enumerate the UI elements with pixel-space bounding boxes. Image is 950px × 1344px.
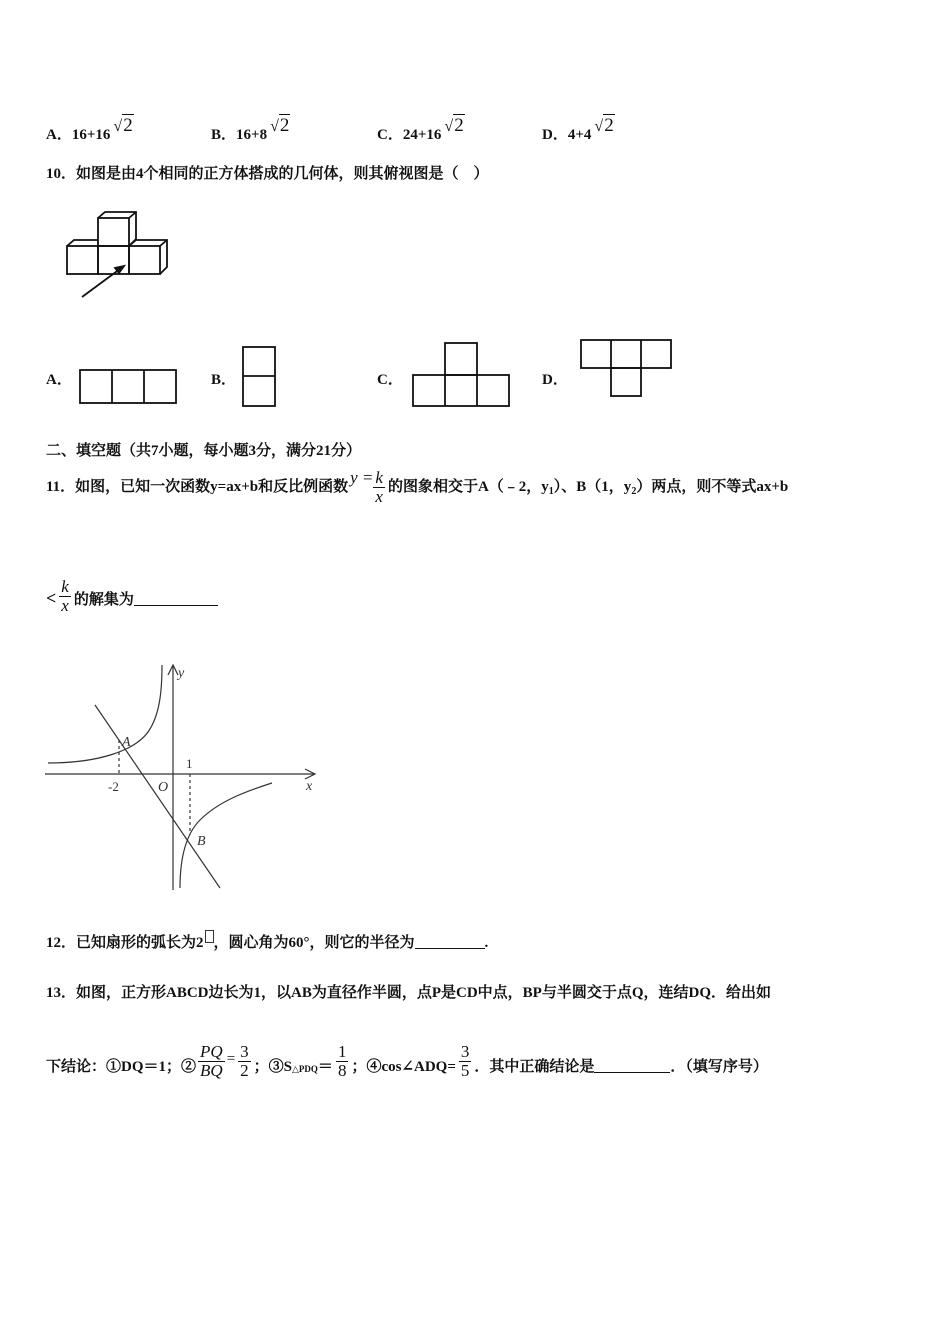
q10-option-b-label: B． bbox=[211, 372, 237, 388]
q13-line-1: 13．如图，正方形ABCD边长为1，以AB为直径作半圆，点P是CD中点，BP与半圆交于点Q，连结DQ．给出如 bbox=[46, 985, 772, 1001]
q9-option-d: D．4+4 √2 bbox=[542, 115, 614, 143]
sqrt-symbol: √2 bbox=[270, 115, 290, 136]
graph-tick-1: 1 bbox=[186, 756, 193, 771]
q10-option-a-figure bbox=[79, 369, 179, 405]
q10-option-c-figure bbox=[412, 342, 512, 408]
q10-cube-figure bbox=[60, 205, 200, 315]
q9-option-a: A．16+16 √2 bbox=[46, 115, 133, 143]
graph-tick-neg2: -2 bbox=[108, 779, 119, 794]
q10-question: 10．如图是由4个相同的正方体搭成的几何体，则其俯视图是（ ） bbox=[46, 166, 489, 182]
q12-answer-blank[interactable] bbox=[415, 936, 485, 949]
q13-fraction-1-8: $\frac{1}{8}$ bbox=[337, 1042, 347, 1080]
section-2-title: 二、填空题（共7小题，每小题3分，满分21分） bbox=[46, 443, 362, 459]
q13-fraction-3-2: $\frac{3}{2}$ bbox=[240, 1042, 249, 1080]
q9-option-c: C．24+16 √2 bbox=[377, 115, 464, 143]
graph-point-a-label: A bbox=[122, 735, 131, 750]
q10-option-c-label: C． bbox=[377, 372, 403, 388]
q10-option-a-label: A． bbox=[46, 372, 72, 388]
graph-y-label: y bbox=[178, 666, 185, 681]
q10-option-d-figure bbox=[580, 339, 675, 399]
graph-origin-label: O bbox=[158, 780, 169, 795]
q11-line-1: 11．如图，已知一次函数y=ax+b和反比例函数 y = $\frac{k}{x}$ 的图象相交于A（﹣2，$y_1$）、B（1，$y_2$）两点，则不等式ax+b bbox=[46, 468, 789, 507]
q11-function-graph bbox=[40, 660, 325, 895]
q11-fraction: $\frac{k}{x}$ bbox=[375, 468, 383, 507]
q12-question: 12．已知扇形的弧长为2 ，圆心角为60°，则它的半径为 . bbox=[46, 930, 488, 952]
sqrt-symbol: √2 bbox=[444, 115, 464, 136]
q13-fraction-pq-bq: $\frac{PQ}{BQ}$ bbox=[200, 1042, 223, 1080]
q13-answer-blank[interactable] bbox=[594, 1060, 670, 1073]
q11-y-eq: y = bbox=[350, 468, 374, 487]
missing-glyph-icon bbox=[205, 930, 214, 943]
sqrt-symbol: √2 bbox=[113, 115, 133, 136]
q10-option-d-label: D． bbox=[542, 372, 568, 388]
graph-point-b-label: B bbox=[197, 834, 206, 849]
q11-line-2: < $\frac{k}{x}$ 的解集为 bbox=[46, 578, 218, 615]
q11-fraction-2: $\frac{k}{x}$ bbox=[61, 577, 69, 615]
q9-option-b: B．16+8 √2 bbox=[211, 115, 290, 143]
q10-option-b-figure bbox=[242, 346, 278, 408]
q11-answer-blank[interactable] bbox=[134, 593, 218, 606]
graph-x-label: x bbox=[306, 779, 313, 794]
sqrt-symbol: √2 bbox=[594, 115, 614, 136]
q13-fraction-3-5: $\frac{3}{5}$ bbox=[460, 1042, 470, 1080]
q13-line-2: 下结论：①DQ＝1；② $\frac{PQ}{BQ}$ = $\frac{3}{2}$ ；$③S_{\triangle PDQ}=$ $\frac{1}{8}$ ；④cos∠ADQ= $\frac{3}{5}$ ．其中正确结论是 ．（填写序号） bbox=[46, 1042, 768, 1080]
